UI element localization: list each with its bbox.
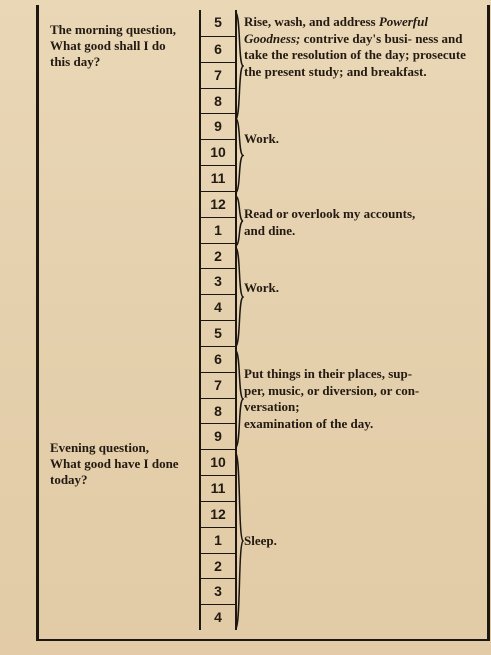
- hour-cell: 5: [214, 14, 222, 30]
- hour-cell: 8: [201, 398, 235, 424]
- hour-cell: 4: [201, 604, 235, 630]
- brace-night: [234, 452, 244, 630]
- hour-cell: 10: [201, 449, 235, 475]
- hour-cell: 6: [201, 346, 235, 372]
- hour-cell: 4: [201, 294, 235, 320]
- activity-morning-line-5: the day; prosecute the present: [244, 47, 466, 79]
- activity-accounts-dine: [244, 206, 476, 239]
- activity-sleep: Sleep.: [244, 533, 277, 548]
- brace-evening: [234, 350, 244, 448]
- hour-cell: 7: [201, 62, 235, 88]
- evening-question-line-1: Evening question,: [50, 440, 149, 455]
- hour-cell: 9: [201, 113, 235, 139]
- hour-cell: 5: [201, 320, 235, 346]
- morning-question-line-1: The morning question,: [50, 22, 177, 37]
- morning-question: [50, 22, 200, 70]
- hour-column: [199, 10, 237, 630]
- hour-cell: 9: [201, 423, 235, 449]
- evening-question: [50, 440, 200, 488]
- hour-cell: 10: [201, 139, 235, 165]
- hour-cell: 6: [201, 36, 235, 62]
- hour-cell: 12: [201, 191, 235, 217]
- activity-work-afternoon: Work.: [244, 280, 280, 295]
- activity-morning-line-6: study; and breakfast.: [308, 63, 427, 79]
- hour-cell: 11: [201, 165, 235, 191]
- hour-cell: 2: [201, 553, 235, 579]
- evening-question-line-3: today?: [50, 472, 88, 487]
- hour-cell: 2: [201, 243, 235, 269]
- hour-cell: 12: [201, 501, 235, 527]
- evening-question-line-2: What good have I done: [50, 456, 179, 471]
- activity-noon-line-2: and dine.: [244, 222, 296, 238]
- activity-work-morning: Work.: [244, 131, 280, 146]
- activity-evening-line-2: per, music, or diversion, or con-: [244, 382, 420, 398]
- morning-question-line-3: this day?: [50, 54, 101, 69]
- activity-evening-line-3: versation;: [244, 399, 300, 414]
- brace-noon: [234, 196, 244, 246]
- activity-morning-line-2: Powerful Goodness;: [244, 14, 428, 46]
- brace-work-morning: [234, 118, 244, 193]
- morning-question-line-2: What good shall I do: [50, 38, 166, 53]
- activity-evening: [244, 366, 476, 432]
- activity-morning-line-3: contrive day's busi-: [303, 30, 412, 46]
- activity-evening-line-1: Put things in their places, sup-: [244, 366, 413, 381]
- hour-cell: 7: [201, 372, 235, 398]
- activity-morning-routine: [244, 14, 476, 80]
- activity-noon-line-1: Read or overlook my accounts,: [244, 206, 416, 221]
- hour-cell: 11: [201, 475, 235, 501]
- hour-cell: 1: [201, 527, 235, 553]
- activity-evening-line-4: examination of the day.: [244, 415, 374, 431]
- activity-morning-line-4: ness and take the resolution of: [244, 30, 463, 62]
- activity-morning-line-1: Rise, wash, and address: [244, 14, 376, 29]
- hour-cell: 8: [201, 88, 235, 114]
- hour-cell: 3: [201, 578, 235, 604]
- brace-morning: [234, 12, 244, 120]
- hour-cell: 1: [201, 217, 235, 243]
- hour-cell: 3: [201, 268, 235, 294]
- brace-work-afternoon: [234, 247, 244, 347]
